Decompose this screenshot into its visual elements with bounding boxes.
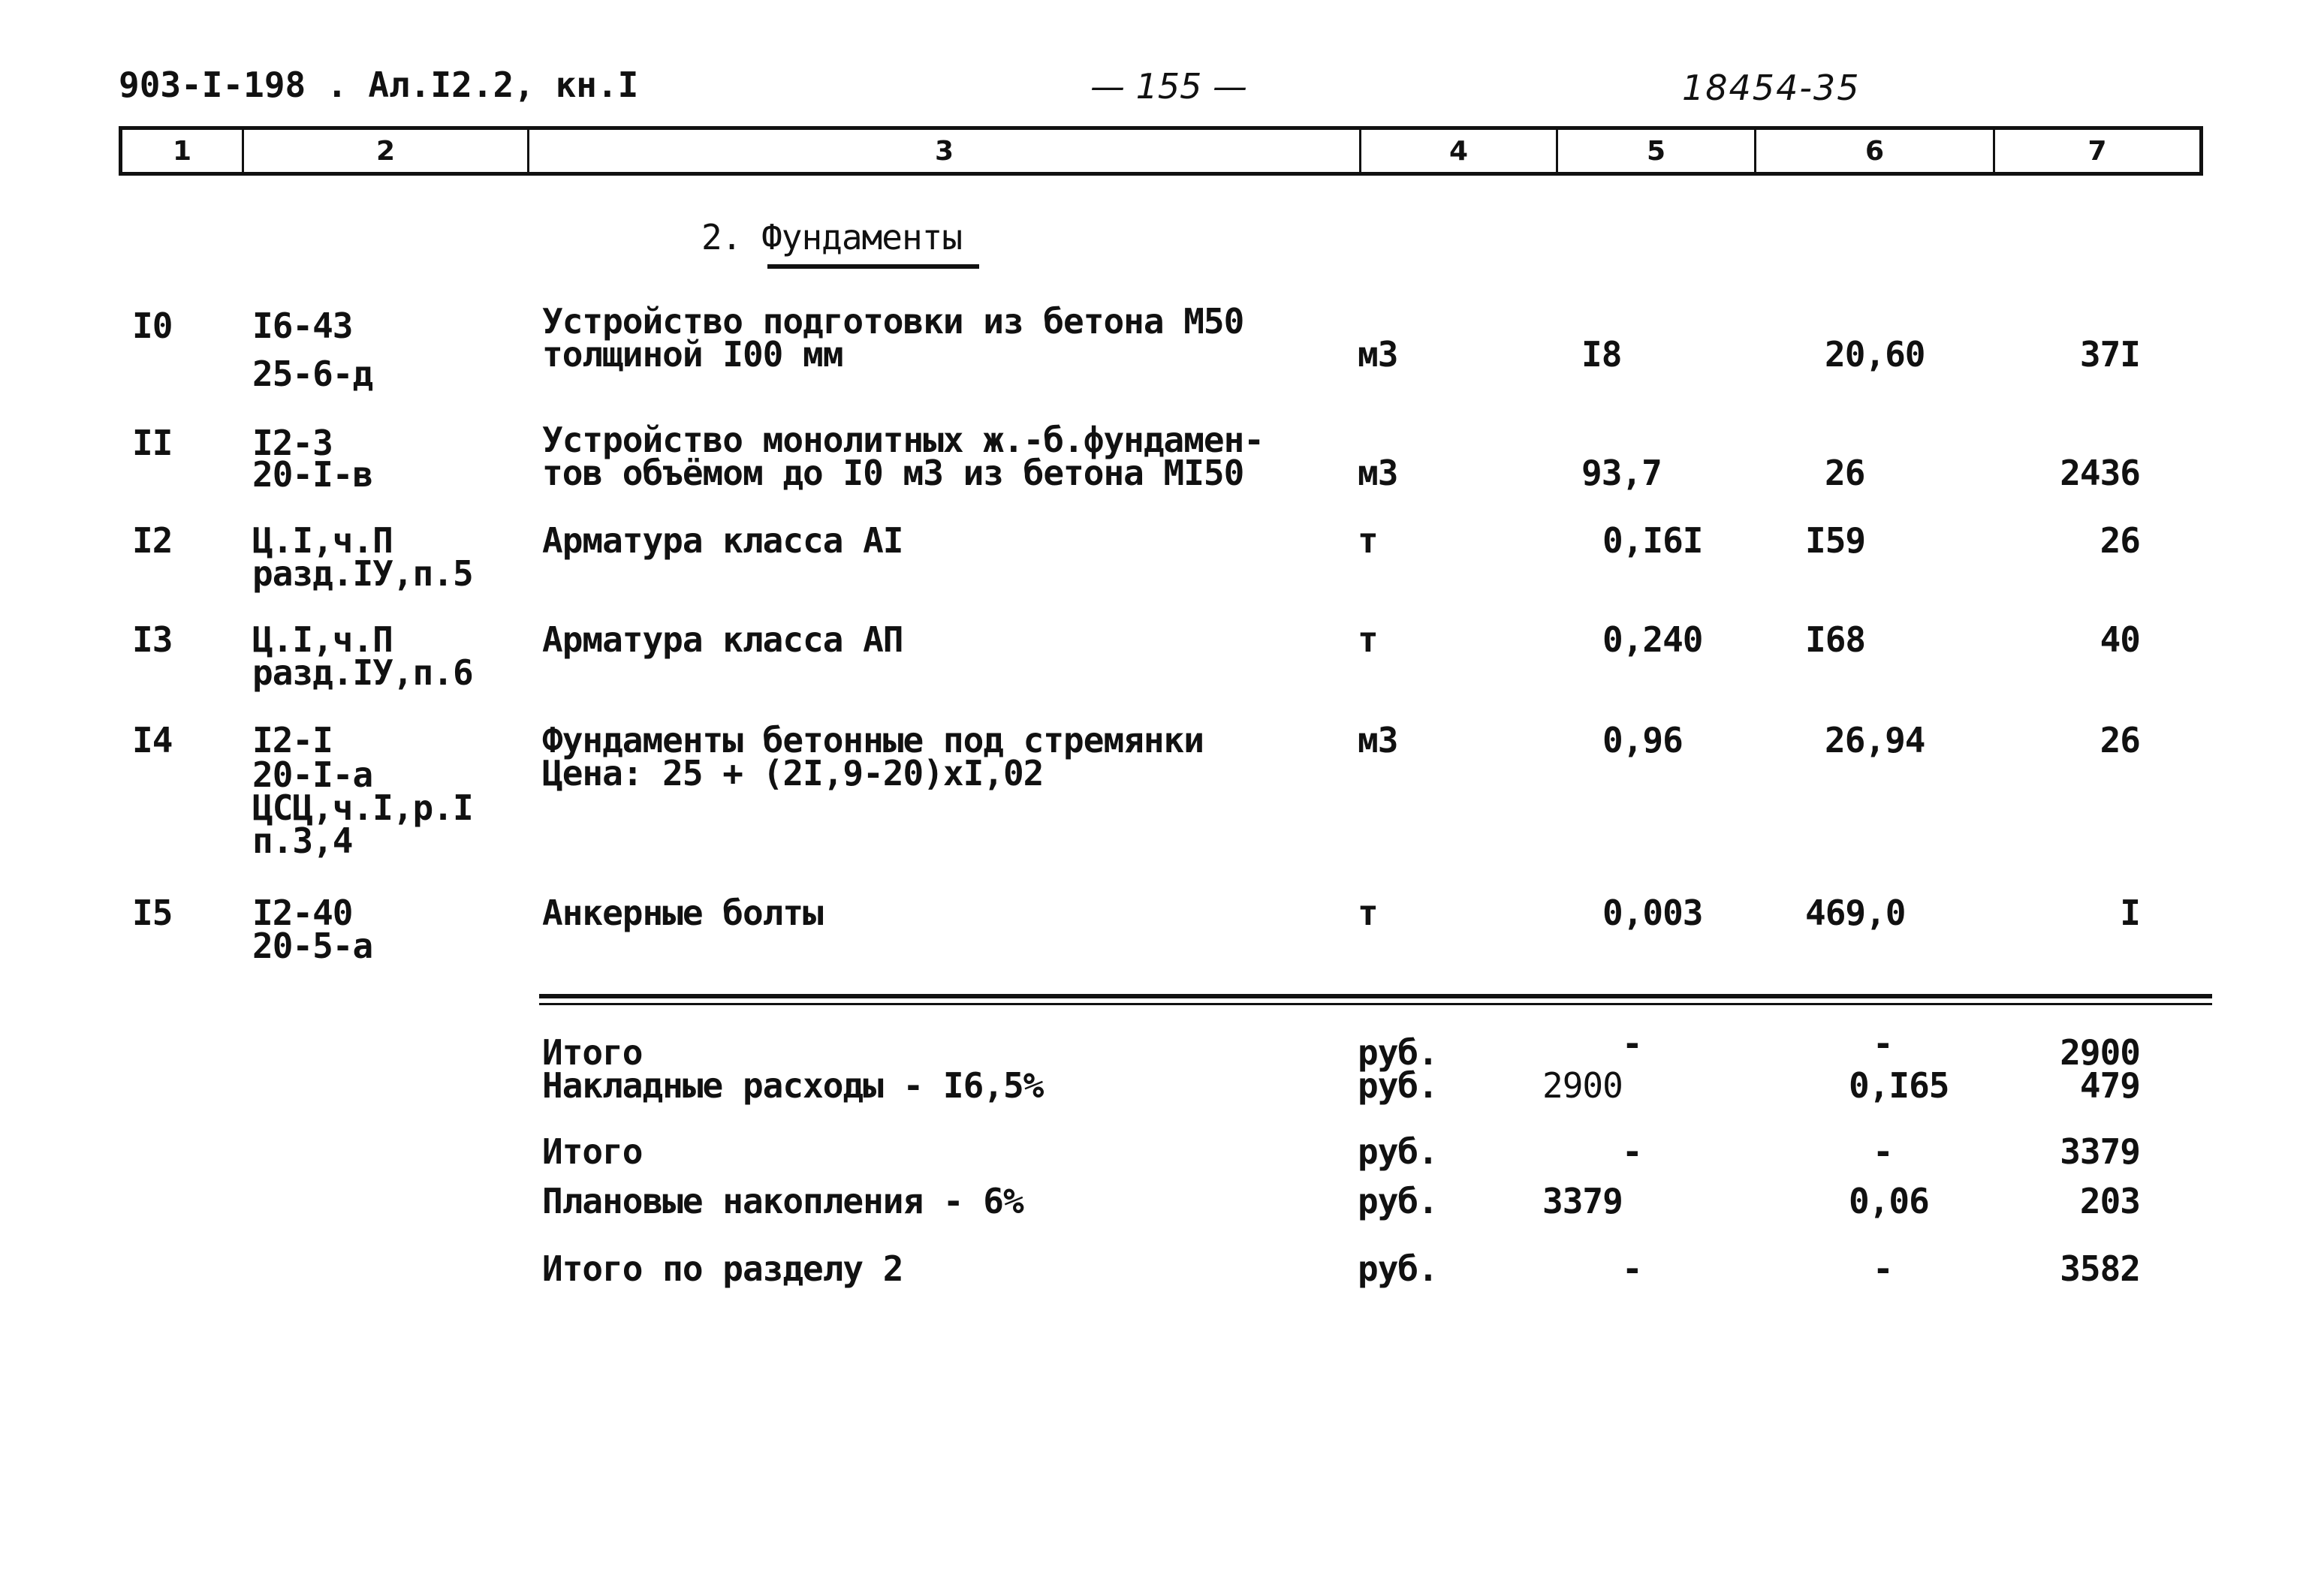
row-unit: м3: [1358, 453, 1398, 493]
section-title: 2. Фундаменты: [701, 217, 963, 257]
totals-base: -: [1622, 1248, 1642, 1289]
totals-rate: -: [1873, 1248, 1893, 1289]
row-total: 26: [2100, 520, 2140, 561]
totals-base: -: [1622, 1023, 1642, 1064]
row-code-line: I2-3: [252, 423, 333, 463]
column-header-1: 1: [122, 130, 244, 172]
row-code-line: 20-I-в: [252, 454, 373, 495]
totals-rate: 0,I65: [1849, 1065, 1949, 1106]
row-description-line: Арматура класса АП: [542, 619, 903, 660]
row-code-line: 20-I-а: [252, 754, 373, 795]
row-quantity: 0,003: [1602, 893, 1703, 933]
totals-unit: руб.: [1358, 1131, 1438, 1172]
totals-unit: руб.: [1358, 1065, 1438, 1106]
row-unit-price: 20,60: [1825, 334, 1925, 375]
row-quantity: 0,240: [1602, 619, 1703, 660]
row-code-line: ЦСЦ,ч.I,р.I: [252, 787, 473, 828]
row-number: I5: [132, 893, 173, 933]
row-description-line: Анкерные болты: [542, 893, 823, 933]
row-quantity: 0,I6I: [1602, 520, 1703, 561]
totals-amount: 203: [2079, 1181, 2140, 1221]
row-unit-price: 26: [1825, 453, 1865, 493]
section-title-underline: [767, 264, 979, 269]
row-description-line: толщиной I00 мм: [542, 334, 843, 375]
row-description-line: Арматура класса АI: [542, 520, 903, 561]
row-quantity: 0,96: [1602, 720, 1683, 760]
totals-divider-top: [539, 994, 2212, 998]
row-unit: т: [1358, 520, 1378, 561]
row-number: I3: [132, 619, 173, 660]
document-reference: 903-I-198 . Ал.I2.2, кн.I: [119, 65, 639, 105]
row-total: 2436: [2060, 453, 2140, 493]
totals-base: 3379: [1542, 1181, 1623, 1221]
totals-label: Плановые накопления - 6%: [542, 1181, 1023, 1221]
column-header-6: 6: [1756, 130, 1995, 172]
totals-label: Итого: [542, 1032, 643, 1073]
column-header-3: 3: [529, 130, 1361, 172]
row-total: 26: [2100, 720, 2140, 760]
row-code-line: 20-5-а: [252, 926, 373, 966]
row-unit: т: [1358, 893, 1378, 933]
row-description-line: тов объёмом до I0 м3 из бетона МI50: [542, 453, 1244, 493]
row-quantity: I8: [1581, 334, 1622, 375]
row-total: I: [2120, 893, 2140, 933]
column-header-bar: [119, 126, 2203, 176]
totals-unit: руб.: [1358, 1181, 1438, 1221]
totals-unit: руб.: [1358, 1248, 1438, 1289]
row-total: 40: [2100, 619, 2140, 660]
row-description-line: Устройство подготовки из бетона М50: [542, 301, 1244, 342]
page-number: — 155 —: [1090, 66, 1248, 107]
totals-divider-bottom: [539, 1003, 2212, 1005]
row-number: I4: [132, 720, 173, 760]
column-header-7: 7: [2087, 135, 2107, 167]
row-unit-price: I59: [1805, 520, 1866, 561]
totals-amount: 479: [2079, 1065, 2140, 1106]
row-code-line: разд.IУ,п.5: [252, 553, 473, 594]
row-code-line: п.3,4: [252, 821, 353, 861]
totals-amount: 3379: [2060, 1131, 2140, 1172]
row-code-line: I2-40: [252, 893, 353, 933]
row-description-line: Фундаменты бетонные под стремянки: [542, 720, 1204, 760]
totals-label: Итого по разделу 2: [542, 1248, 903, 1289]
row-description-line: Цена: 25 + (2I,9-20)хI,02: [542, 753, 1044, 793]
totals-rate: -: [1873, 1023, 1893, 1064]
totals-rate: -: [1873, 1131, 1893, 1172]
column-header-4: 4: [1361, 130, 1558, 172]
row-description-line: Устройство монолитных ж.-б.фундамен-: [542, 420, 1264, 460]
row-code-line: Ц.I,ч.П: [252, 619, 393, 660]
row-unit-price: 469,0: [1805, 893, 1906, 933]
row-code-line: 25-6-д: [252, 354, 373, 394]
totals-amount: 2900: [2060, 1032, 2140, 1073]
totals-label: Итого: [542, 1131, 643, 1172]
totals-base: 2900: [1542, 1065, 1623, 1106]
column-header-5: 5: [1558, 130, 1756, 172]
row-code-line: Ц.I,ч.П: [252, 520, 393, 561]
totals-label: Накладные расходы - I6,5%: [542, 1065, 1044, 1106]
totals-rate: 0,06: [1849, 1181, 1929, 1221]
column-header-2: 2: [244, 130, 529, 172]
row-number: I0: [132, 306, 173, 346]
row-code-line: I6-43: [252, 306, 353, 346]
row-unit: м3: [1358, 334, 1398, 375]
totals-unit: руб.: [1358, 1032, 1438, 1073]
row-total: 37I: [2079, 334, 2140, 375]
row-quantity: 93,7: [1581, 453, 1662, 493]
totals-amount: 3582: [2060, 1248, 2140, 1289]
row-unit-price: I68: [1805, 619, 1866, 660]
row-code-line: разд.IУ,п.6: [252, 652, 473, 693]
row-code-line: I2-I: [252, 720, 333, 760]
row-number: I2: [132, 520, 173, 561]
registry-number: 18454-35: [1682, 68, 1861, 108]
row-unit: т: [1358, 619, 1378, 660]
row-unit-price: 26,94: [1825, 720, 1925, 760]
row-unit: м3: [1358, 720, 1398, 760]
row-number: II: [132, 423, 173, 463]
totals-base: -: [1622, 1131, 1642, 1172]
